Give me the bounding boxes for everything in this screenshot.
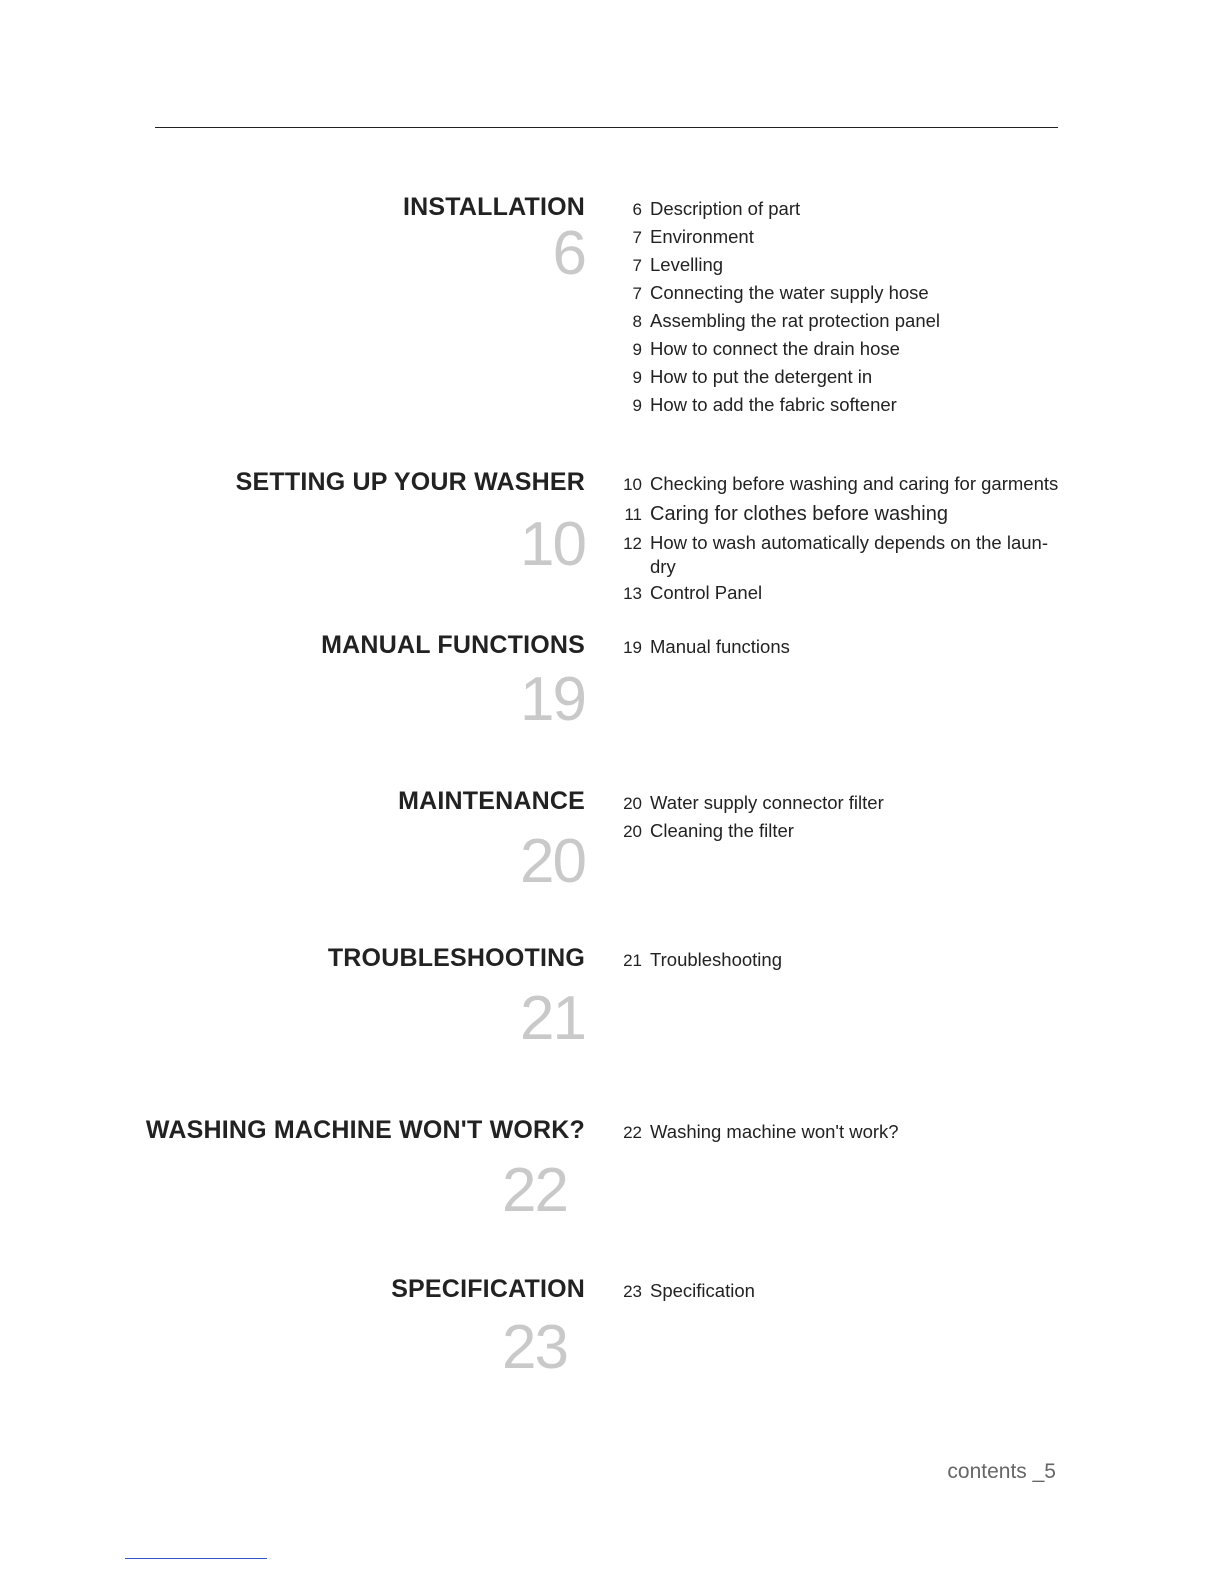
- toc-item[interactable]: [615, 817, 1065, 845]
- toc-item-page: 22: [623, 1123, 642, 1142]
- toc-item-page: 7: [632, 256, 642, 275]
- toc-item[interactable]: [615, 501, 1065, 528]
- toc-item-page: 9: [632, 368, 642, 387]
- toc-list: [615, 633, 1065, 661]
- section-page-number: 6: [552, 219, 585, 288]
- toc-item[interactable]: [615, 251, 1065, 279]
- toc-item-title: How to put the detergent in: [650, 366, 873, 387]
- top-rule: [155, 127, 1058, 128]
- toc-item-page: 7: [632, 228, 642, 247]
- section-heading: MAINTENANCE: [398, 787, 585, 815]
- toc-item-title: Manual functions: [650, 636, 790, 657]
- section-page-number: 23: [502, 1313, 567, 1382]
- toc-item-title: Connecting the water supply hose: [650, 282, 929, 303]
- section-heading: TROUBLESHOOTING: [327, 944, 585, 972]
- toc-item[interactable]: [615, 363, 1065, 391]
- section-page-number: 19: [520, 665, 585, 734]
- toc-item-title: Environment: [650, 226, 754, 247]
- toc-item-title: Description of part: [650, 198, 801, 219]
- section-page-number: 22: [502, 1156, 567, 1225]
- toc-item-page: 11: [624, 505, 642, 524]
- toc-item[interactable]: [615, 789, 1065, 817]
- toc-item[interactable]: [615, 223, 1065, 251]
- toc-list: [615, 470, 1065, 607]
- toc-item-page: 6: [632, 200, 642, 219]
- toc-list: [615, 1277, 1065, 1305]
- toc-item-title: Water supply connector filter: [650, 792, 884, 813]
- toc-item-title: Caring for clothes before washing: [650, 503, 948, 525]
- toc-item[interactable]: [615, 335, 1065, 363]
- toc-list: [615, 789, 1065, 845]
- toc-item-page: 12: [623, 534, 642, 553]
- toc-item-page: 9: [632, 340, 642, 359]
- toc-item[interactable]: [615, 1118, 1065, 1146]
- toc-list: [615, 946, 1065, 974]
- toc-item-page: 8: [632, 312, 642, 331]
- toc-item-page: 10: [623, 475, 642, 494]
- toc-item-title: How to connect the drain hose: [650, 338, 900, 359]
- toc-item-title: Cleaning the filter: [650, 820, 794, 841]
- toc-item-page: 19: [623, 638, 642, 657]
- toc-item-title: Checking before washing and caring for garments: [650, 473, 1059, 494]
- toc-list: [615, 1118, 1065, 1146]
- toc-item[interactable]: [615, 195, 1065, 223]
- bottom-link-underline: [125, 1558, 267, 1559]
- toc-item[interactable]: [615, 307, 1065, 335]
- toc-item-title: Control Panel: [650, 582, 763, 603]
- toc-item-title: Troubleshooting: [650, 949, 782, 970]
- toc-item-title: Assembling the rat protection panel: [650, 310, 941, 331]
- toc-list: [615, 195, 1065, 419]
- section-page-number: 21: [520, 984, 585, 1053]
- toc-item-page: 13: [623, 584, 642, 603]
- section-heading: SETTING UP YOUR WASHER: [235, 468, 585, 496]
- toc-item-page: 7: [632, 284, 642, 303]
- toc-item-title: How to add the fabric softener: [650, 394, 897, 415]
- toc-item-title: How to wash automatically depends on the laun-dry: [650, 532, 1048, 577]
- section-heading: INSTALLATION: [402, 193, 585, 221]
- section-heading: MANUAL FUNCTIONS: [321, 631, 585, 659]
- toc-item-page: 23: [623, 1282, 642, 1301]
- toc-item[interactable]: [615, 279, 1065, 307]
- toc-item[interactable]: [615, 633, 1065, 661]
- toc-item[interactable]: [615, 1277, 1065, 1305]
- section-heading: WASHING MACHINE WON'T WORK?: [145, 1116, 585, 1144]
- section-heading: SPECIFICATION: [391, 1275, 585, 1303]
- toc-item[interactable]: [615, 391, 1065, 419]
- toc-item-title: Levelling: [650, 254, 724, 275]
- page-footer: contents _5: [947, 1460, 1056, 1483]
- toc-item-title: Washing machine won't work?: [650, 1121, 899, 1142]
- toc-item-title: Specification: [650, 1280, 755, 1301]
- toc-item-page: 9: [632, 396, 642, 415]
- toc-item-page: 20: [623, 794, 642, 813]
- toc-item[interactable]: [615, 946, 1065, 974]
- section-page-number: 20: [520, 827, 585, 896]
- toc-item-page: 20: [623, 822, 642, 841]
- section-page-number: 10: [520, 510, 585, 579]
- toc-item-page: 21: [623, 951, 642, 970]
- toc-item[interactable]: [615, 470, 1065, 498]
- toc-item[interactable]: [615, 530, 1050, 579]
- toc-item[interactable]: [615, 579, 1065, 607]
